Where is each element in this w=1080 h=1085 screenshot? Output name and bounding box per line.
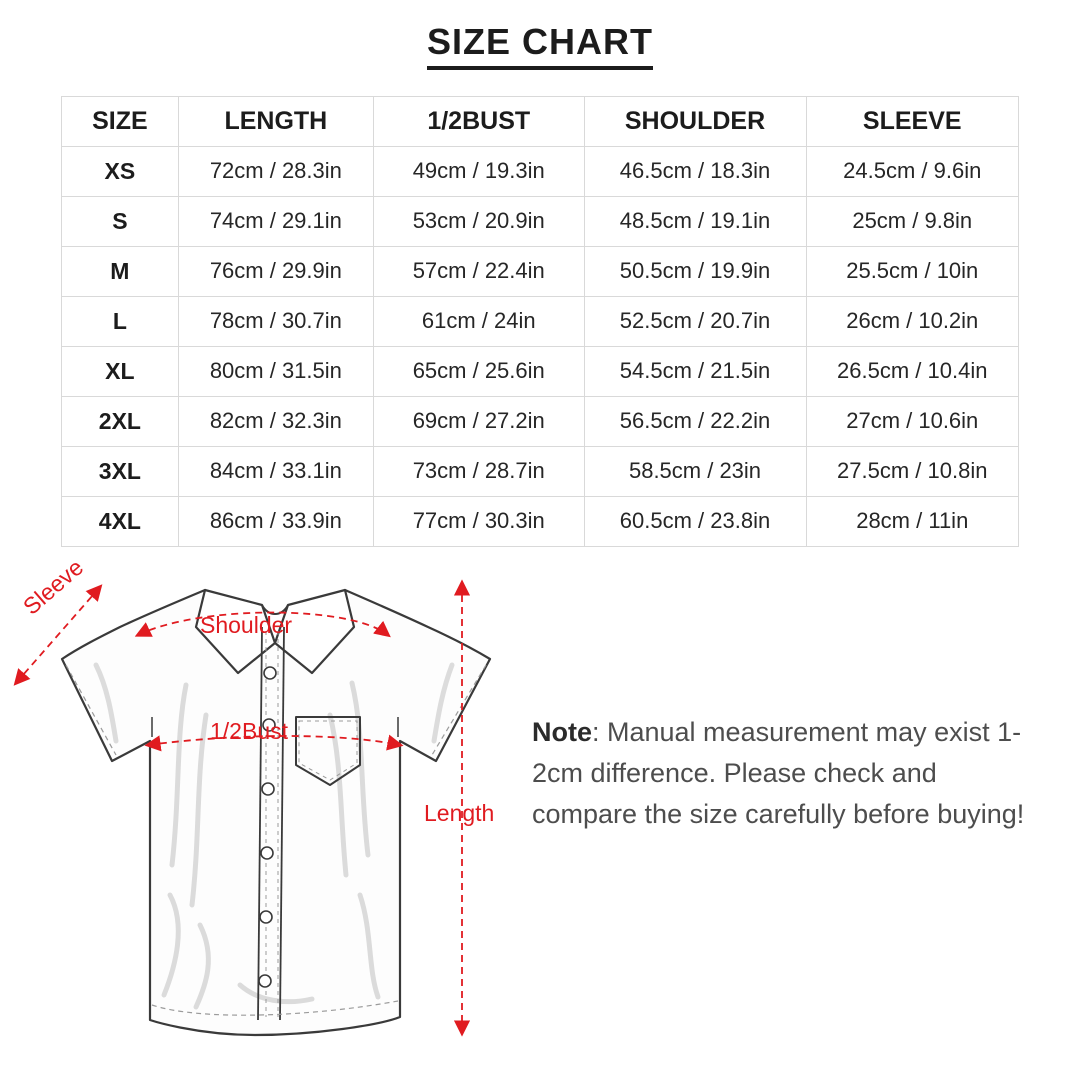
table-row — [62, 396, 1019, 446]
cell-shoulder: 52.5cm / 20.7in — [584, 296, 806, 346]
cell-length: 86cm / 33.9in — [178, 496, 373, 546]
cell-length: 82cm / 32.3in — [178, 396, 373, 446]
cell-sleeve: 25.5cm / 10in — [806, 246, 1018, 296]
cell-shoulder: 56.5cm / 22.2in — [584, 396, 806, 446]
column-header-sleeve: SLEEVE — [806, 96, 1018, 146]
cell-size: XL — [62, 346, 179, 396]
cell-shoulder: 50.5cm / 19.9in — [584, 246, 806, 296]
cell-shoulder: 60.5cm / 23.8in — [584, 496, 806, 546]
cell-length: 78cm / 30.7in — [178, 296, 373, 346]
cell-halfbust: 69cm / 27.2in — [373, 396, 584, 446]
column-header-halfbust: 1/2BUST — [373, 96, 584, 146]
table-row — [62, 246, 1019, 296]
cell-sleeve: 24.5cm / 9.6in — [806, 146, 1018, 196]
cell-halfbust: 49cm / 19.3in — [373, 146, 584, 196]
cell-size: M — [62, 246, 179, 296]
column-header-length: LENGTH — [178, 96, 373, 146]
cell-size: 3XL — [62, 446, 179, 496]
page-title: SIZE CHART — [427, 22, 653, 70]
label-half-bust: 1/2Bust — [210, 718, 288, 744]
cell-sleeve: 26cm / 10.2in — [806, 296, 1018, 346]
table-row — [62, 196, 1019, 246]
table-row — [62, 496, 1019, 546]
table-row — [62, 296, 1019, 346]
size-table-container — [61, 96, 1019, 547]
cell-size: 2XL — [62, 396, 179, 446]
cell-length: 84cm / 33.1in — [178, 446, 373, 496]
cell-halfbust: 77cm / 30.3in — [373, 496, 584, 546]
cell-size: S — [62, 196, 179, 246]
note-body: : Manual measurement may exist 1-2cm difference. Please check and compare the size carefully before buying! — [532, 717, 1025, 830]
cell-sleeve: 26.5cm / 10.4in — [806, 346, 1018, 396]
cell-halfbust: 53cm / 20.9in — [373, 196, 584, 246]
cell-shoulder: 48.5cm / 19.1in — [584, 196, 806, 246]
table-row — [62, 346, 1019, 396]
column-header-shoulder: SHOULDER — [584, 96, 806, 146]
cell-halfbust: 61cm / 24in — [373, 296, 584, 346]
cell-shoulder: 46.5cm / 18.3in — [584, 146, 806, 196]
cell-halfbust: 73cm / 28.7in — [373, 446, 584, 496]
cell-length: 76cm / 29.9in — [178, 246, 373, 296]
cell-size: 4XL — [62, 496, 179, 546]
cell-halfbust: 65cm / 25.6in — [373, 346, 584, 396]
cell-length: 80cm / 31.5in — [178, 346, 373, 396]
cell-size: L — [62, 296, 179, 346]
label-sleeve: Sleeve — [18, 553, 89, 620]
cell-sleeve: 27.5cm / 10.8in — [806, 446, 1018, 496]
table-row — [62, 446, 1019, 496]
title-container — [0, 0, 1080, 70]
cell-sleeve: 25cm / 9.8in — [806, 196, 1018, 246]
cell-length: 74cm / 29.1in — [178, 196, 373, 246]
cell-sleeve: 27cm / 10.6in — [806, 396, 1018, 446]
column-header-size: SIZE — [62, 96, 179, 146]
label-shoulder: Shoulder — [200, 612, 293, 638]
note-prefix: Note — [532, 717, 592, 747]
table-header-row — [62, 96, 1019, 146]
cell-shoulder: 58.5cm / 23in — [584, 446, 806, 496]
cell-length: 72cm / 28.3in — [178, 146, 373, 196]
table-row — [62, 146, 1019, 196]
cell-halfbust: 57cm / 22.4in — [373, 246, 584, 296]
cell-sleeve: 28cm / 11in — [806, 496, 1018, 546]
label-length: Length — [424, 800, 495, 826]
size-chart-table — [61, 96, 1019, 547]
cell-size: XS — [62, 146, 179, 196]
cell-shoulder: 54.5cm / 21.5in — [584, 346, 806, 396]
note-text — [532, 712, 1032, 835]
